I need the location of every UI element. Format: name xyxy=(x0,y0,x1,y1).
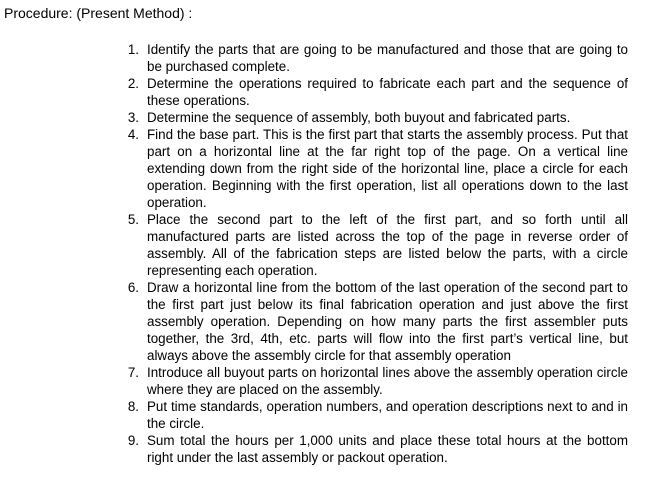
step-text: Draw a horizontal line from the bottom of the last operation of the second part to the first part just below its final fabrication operation and just above the first assembly operation. Depending on how many parts the first assembler puts together, the 3rd, 4th, etc. parts will flow into the first part’s vertical line, but always above the assembly circle for that assembly operation xyxy=(147,280,628,363)
step-number: 4. xyxy=(127,127,139,142)
procedure-step-7 xyxy=(121,364,628,398)
procedure-step-2 xyxy=(121,75,628,109)
procedure-step-1 xyxy=(121,41,628,75)
step-number: 7. xyxy=(127,365,139,380)
procedure-step-5 xyxy=(121,211,628,279)
step-text: Determine the operations required to fabricate each part and the sequence of these operations. xyxy=(147,76,628,108)
step-number: 2. xyxy=(127,76,139,91)
step-text: Find the base part. This is the first part that starts the assembly process. Put that part on a horizontal line at the far right top of the page. On a vertical line extending down from the right side of the horizontal line, place a circle for each operation. Beginning with the first operation, list all operations down to the last operation. xyxy=(147,127,628,210)
step-text: Place the second part to the left of the first part, and so forth until all manufactured parts are listed across the top of the page in reverse order of assembly. All of the fabrication steps are listed below the parts, with a circle representing each operation. xyxy=(147,212,628,278)
procedure-step-8 xyxy=(121,398,628,432)
procedure-step-9 xyxy=(121,432,628,466)
procedure-step-3 xyxy=(121,109,628,126)
procedure-step-6 xyxy=(121,279,628,364)
procedure-heading: Procedure: (Present Method) : xyxy=(4,5,193,21)
step-text: Identify the parts that are going to be manufactured and those that are going to be purchased complete. xyxy=(147,42,628,74)
step-text: Determine the sequence of assembly, both buyout and fabricated parts. xyxy=(147,110,571,125)
step-text: Put time standards, operation numbers, and operation descriptions next to and in the circle. xyxy=(147,399,628,431)
step-number: 6. xyxy=(127,280,139,295)
step-number: 9. xyxy=(127,433,139,448)
step-text: Sum total the hours per 1,000 units and place these total hours at the bottom right under the last assembly or packout operation. xyxy=(147,433,628,465)
step-number: 3. xyxy=(127,110,139,125)
step-number: 5. xyxy=(127,212,139,227)
step-text: Introduce all buyout parts on horizontal lines above the assembly operation circle where they are placed on the assembly. xyxy=(147,365,628,397)
procedure-steps-list xyxy=(121,41,628,466)
step-number: 8. xyxy=(127,399,139,414)
step-number: 1. xyxy=(127,42,139,57)
procedure-step-4 xyxy=(121,126,628,211)
